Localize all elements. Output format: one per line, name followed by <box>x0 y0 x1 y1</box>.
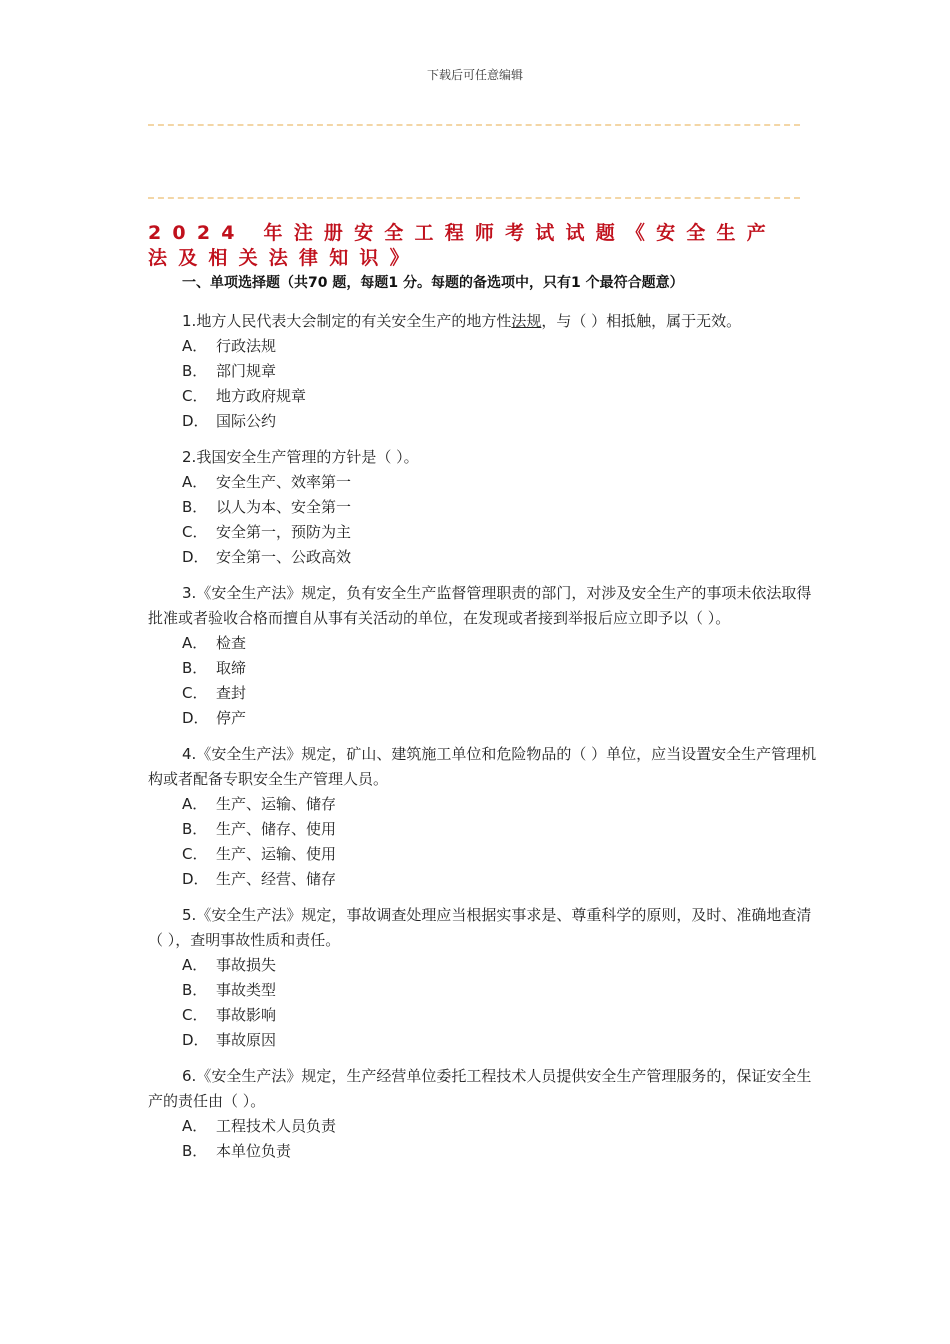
question-stem <box>148 1064 818 1114</box>
question-number: 6. <box>182 1067 197 1085</box>
option <box>148 656 818 681</box>
option-letter: A． <box>182 1117 208 1135</box>
option <box>148 1003 818 1028</box>
option-text: 查封 <box>216 684 247 702</box>
option-text: 安全第一、公政高效 <box>216 548 352 566</box>
stem-underlined: 法规 <box>511 312 542 330</box>
question-stem <box>148 445 818 470</box>
option-text: 生产、经营、储存 <box>216 870 337 888</box>
option <box>148 470 818 495</box>
question-1 <box>148 309 818 434</box>
option-letter: D． <box>182 1031 209 1049</box>
option <box>148 953 818 978</box>
question-4 <box>148 742 818 892</box>
option-letter: B． <box>182 820 208 838</box>
option-text: 以人为本、安全第一 <box>216 498 352 516</box>
divider-bottom <box>148 197 800 199</box>
option <box>148 1114 818 1139</box>
option-letter: A． <box>182 337 208 355</box>
question-number: 1. <box>182 312 197 330</box>
option <box>148 817 818 842</box>
stem-text: ，与（ ）相抵触，属于无效。 <box>541 312 742 330</box>
stem-text: 《安全生产法》规定，生产经营单位委托工程技术人员提供安全生产管理服务的，保证安全生产的责任由（ ）。 <box>148 1067 812 1110</box>
option-text: 本单位负责 <box>216 1142 292 1160</box>
option-letter: C． <box>182 845 208 863</box>
stem-text: 《安全生产法》规定，矿山、建筑施工单位和危险物品的（ ）单位，应当设置安全生产管理机构或者配备专职安全生产管理人员。 <box>148 745 817 788</box>
question-number: 4. <box>182 745 197 763</box>
stem-text: 我国安全生产管理的方针是（ ）。 <box>196 448 419 466</box>
question-stem <box>148 742 818 792</box>
question-5 <box>148 903 818 1053</box>
option-letter: D． <box>182 412 209 430</box>
option-letter: C． <box>182 1006 208 1024</box>
option-letter: B． <box>182 498 208 516</box>
stem-text: 《安全生产法》规定，事故调查处理应当根据实事求是、尊重科学的原则，及时、准确地查清（ ），查明事故性质和责任。 <box>148 906 812 949</box>
option <box>148 978 818 1003</box>
option-text: 安全生产、效率第一 <box>216 473 352 491</box>
option-text: 国际公约 <box>216 412 277 430</box>
question-list <box>148 309 818 1164</box>
option-letter: D． <box>182 548 209 566</box>
option <box>148 792 818 817</box>
divider-top <box>148 124 800 126</box>
option <box>148 681 818 706</box>
option-text: 行政法规 <box>216 337 277 355</box>
option-letter: C． <box>182 387 208 405</box>
option-text: 事故原因 <box>216 1031 277 1049</box>
option-text: 事故类型 <box>216 981 277 999</box>
stem-text: 《安全生产法》规定，负有安全生产监督管理职责的部门，对涉及安全生产的事项未依法取得批准或者验收合格而擅自从事有关活动的单位，在发现或者接到举报后应立即予以（ ）。 <box>148 584 812 627</box>
option-text: 事故影响 <box>216 1006 277 1024</box>
option-letter: D． <box>182 709 209 727</box>
option-letter: B． <box>182 1142 208 1160</box>
option-text: 事故损失 <box>216 956 277 974</box>
document-title-line-1: 2024 年注册安全工程师考试试题《安全生产 <box>148 222 777 244</box>
option-letter: A． <box>182 795 208 813</box>
question-number: 5. <box>182 906 197 924</box>
option-text: 生产、储存、使用 <box>216 820 337 838</box>
question-6 <box>148 1064 818 1164</box>
option-letter: D． <box>182 870 209 888</box>
option-letter: B． <box>182 659 208 677</box>
option <box>148 867 818 892</box>
option-text: 检查 <box>216 634 247 652</box>
option-text: 工程技术人员负责 <box>216 1117 337 1135</box>
section-heading: 一、单项选择题（共70 题，每题1 分。每题的备选项中，只有1 个最符合题意） <box>182 275 684 291</box>
option <box>148 842 818 867</box>
option-letter: A． <box>182 473 208 491</box>
document-title-line-2: 法及相关法律知识》 <box>148 247 420 269</box>
option-text: 生产、运输、使用 <box>216 845 337 863</box>
option-letter: A． <box>182 956 208 974</box>
option-text: 地方政府规章 <box>216 387 307 405</box>
option-text: 取缔 <box>216 659 247 677</box>
option <box>148 545 818 570</box>
question-stem <box>148 581 818 631</box>
option-text: 停产 <box>216 709 247 727</box>
stem-text: 地方人民代表大会制定的有关安全生产的地方性 <box>196 312 512 330</box>
option-letter: B． <box>182 981 208 999</box>
question-number: 3. <box>182 584 197 602</box>
option <box>148 359 818 384</box>
option <box>148 409 818 434</box>
option <box>148 1028 818 1053</box>
option-text: 部门规章 <box>216 362 277 380</box>
question-number: 2. <box>182 448 197 466</box>
question-stem <box>148 903 818 953</box>
option <box>148 520 818 545</box>
header-note: 下载后可任意编辑 <box>426 68 523 82</box>
option <box>148 495 818 520</box>
option-text: 生产、运输、储存 <box>216 795 337 813</box>
option <box>148 706 818 731</box>
option-letter: B． <box>182 362 208 380</box>
option <box>148 631 818 656</box>
option <box>148 384 818 409</box>
question-2 <box>148 445 818 570</box>
option-letter: C． <box>182 684 208 702</box>
option-letter: A． <box>182 634 208 652</box>
option <box>148 334 818 359</box>
question-3 <box>148 581 818 731</box>
option <box>148 1139 818 1164</box>
option-text: 安全第一，预防为主 <box>216 523 352 541</box>
question-stem <box>148 309 818 334</box>
option-letter: C． <box>182 523 208 541</box>
